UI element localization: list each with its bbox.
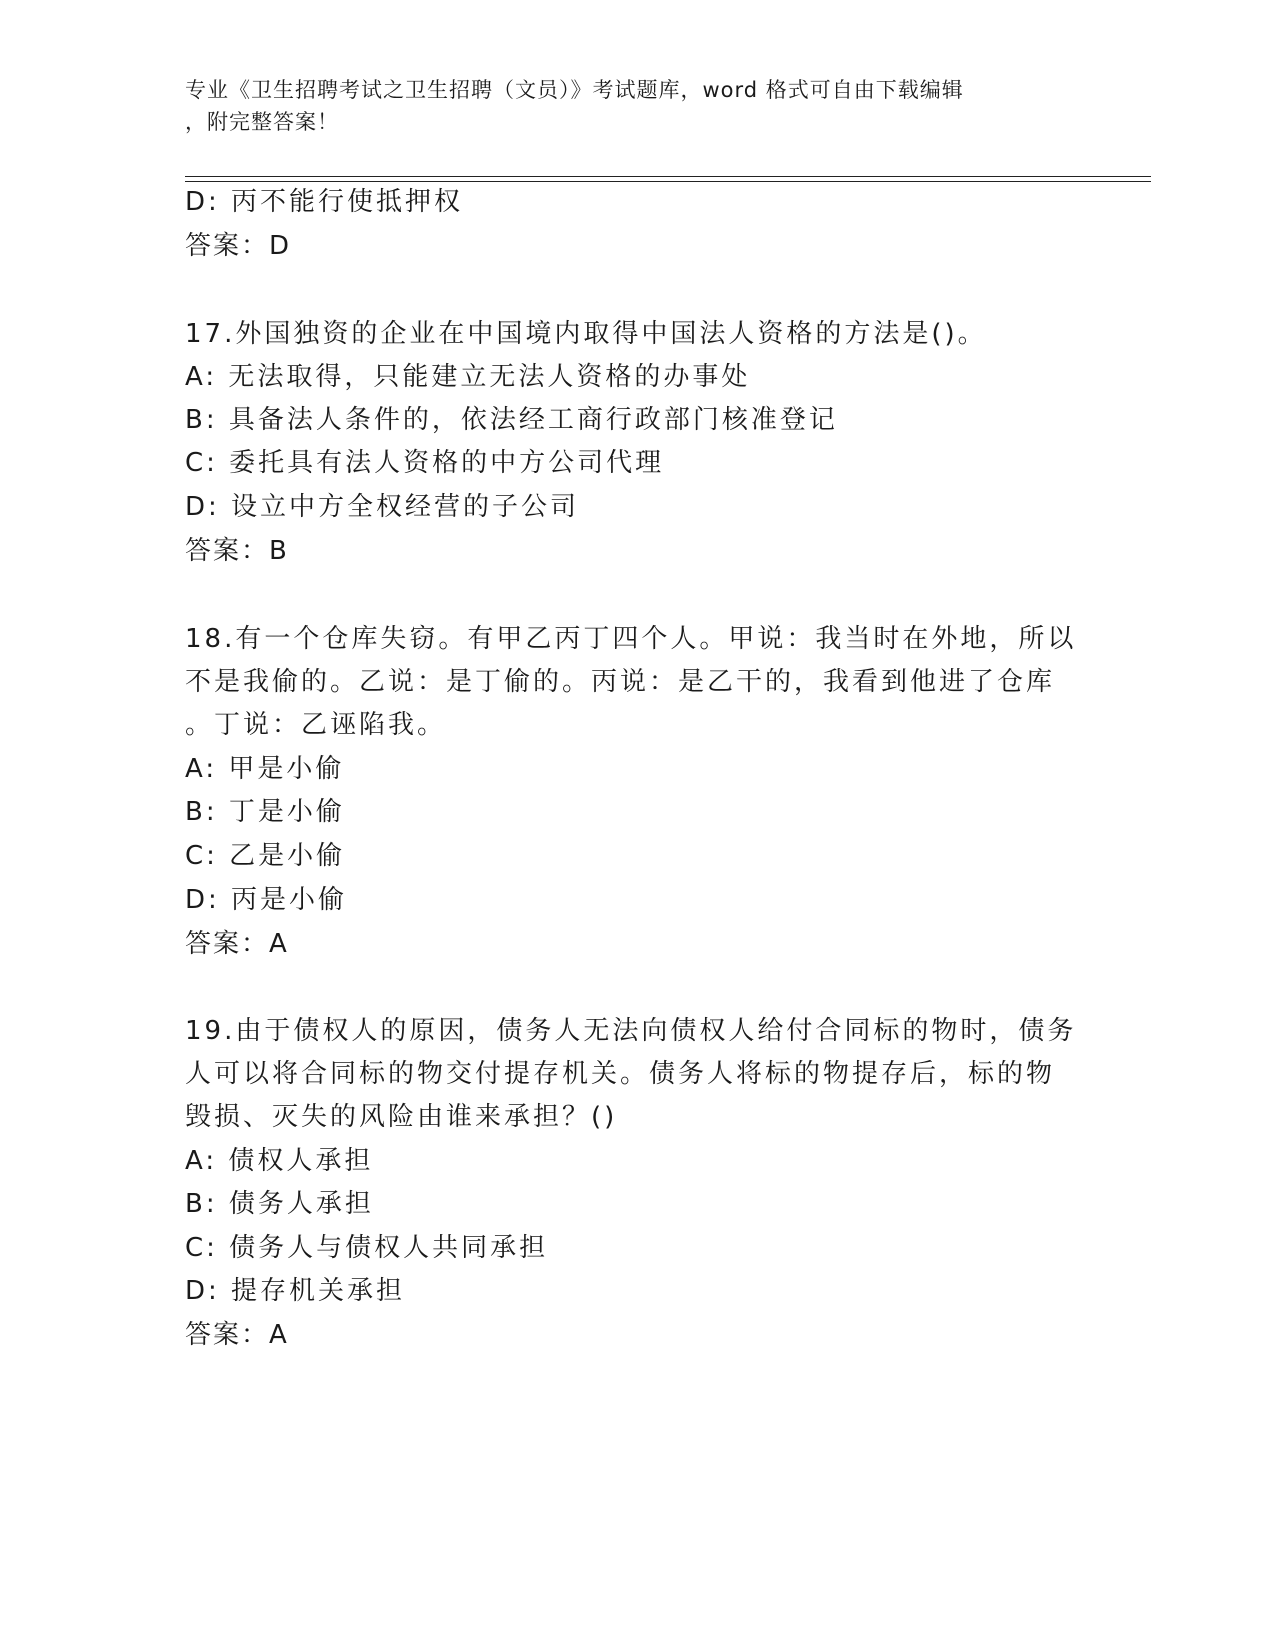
header-line-2: ，附完整答案！ — [185, 110, 339, 134]
q18-answer: 答案：A — [185, 929, 289, 959]
q17-option-c: C: 委托具有法人资格的中方公司代理 — [185, 448, 665, 478]
q18-option-b: B: 丁是小偷 — [185, 797, 345, 827]
header-divider-bottom — [185, 181, 1151, 182]
q19-answer: 答案：A — [185, 1320, 289, 1350]
document-header — [185, 74, 1065, 138]
prev-answer: 答案：D — [185, 231, 292, 261]
q19-option-b: B: 债务人承担 — [185, 1189, 374, 1219]
q17-stem-line-1: 17.外国独资的企业在中国境内取得中国法人资格的方法是()。 — [185, 319, 987, 349]
q19-option-d: D: 提存机关承担 — [185, 1276, 406, 1306]
q19-stem-line-3: 毁损、灭失的风险由谁来承担？() — [185, 1102, 618, 1132]
q17-option-d: D: 设立中方全权经营的子公司 — [185, 492, 580, 522]
q18-option-d: D: 丙是小偷 — [185, 885, 348, 915]
prev-option-d: D: 丙不能行使抵押权 — [185, 187, 464, 217]
header-line-1: 专业《卫生招聘考试之卫生招聘（文员）》考试题库，word 格式可自由下载编辑 — [185, 78, 964, 102]
q18-stem-line-2: 不是我偷的。乙说：是丁偷的。丙说：是乙干的，我看到他进了仓库 — [185, 667, 1056, 697]
q19-stem-line-2: 人可以将合同标的物交付提存机关。债务人将标的物提存后，标的物 — [185, 1059, 1056, 1089]
q19-stem-line-1: 19.由于债权人的原因，债务人无法向债权人给付合同标的物时，债务 — [185, 1016, 1077, 1046]
q18-option-c: C: 乙是小偷 — [185, 841, 346, 871]
q18-stem-line-3: 。丁说：乙诬陷我。 — [185, 710, 447, 740]
q19-option-a: A: 债权人承担 — [185, 1146, 374, 1176]
q17-answer: 答案：B — [185, 536, 289, 566]
q18-stem-line-1: 18.有一个仓库失窃。有甲乙丙丁四个人。甲说：我当时在外地，所以 — [185, 624, 1077, 654]
q19-option-c: C: 债务人与债权人共同承担 — [185, 1233, 549, 1263]
q18-option-a: A: 甲是小偷 — [185, 754, 345, 784]
header-divider-top — [185, 176, 1151, 177]
q17-option-b: B: 具备法人条件的，依法经工商行政部门核准登记 — [185, 405, 838, 435]
q17-option-a: A: 无法取得，只能建立无法人资格的办事处 — [185, 362, 751, 392]
